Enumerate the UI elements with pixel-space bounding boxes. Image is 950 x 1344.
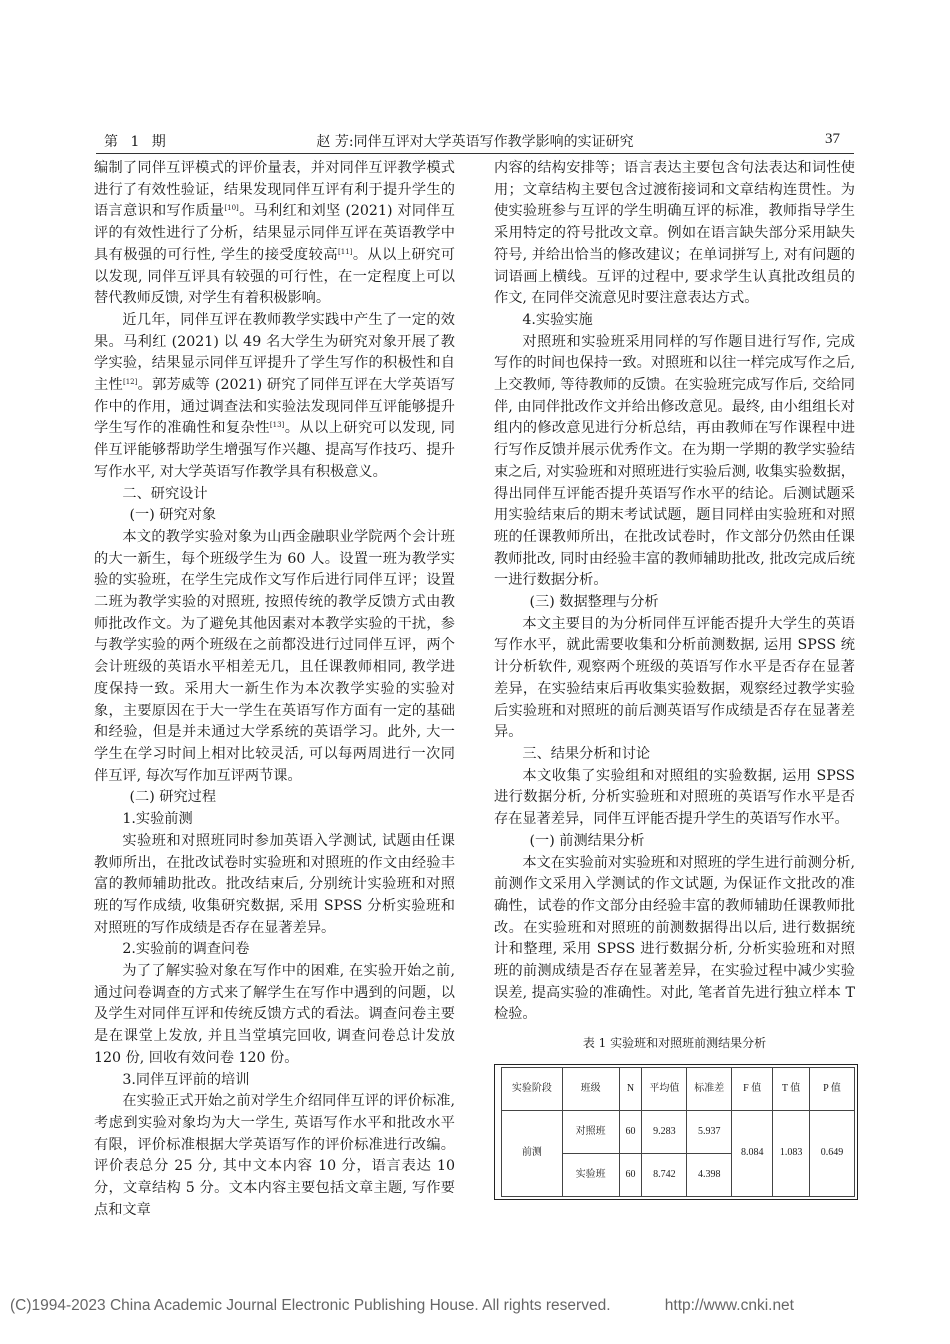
cell-sd: 4.398 — [687, 1153, 732, 1196]
citation-ref: [13] — [269, 421, 285, 430]
citation-ref: [10] — [224, 204, 239, 213]
text-run: 。郭芳威等 (2021) 研究了同伴互评在大学英语写作中的作用，通过调查法和实验法发现同伴互评能够提升学生写作的准确性和复杂性 — [94, 377, 455, 437]
results-table-frame — [494, 1064, 858, 1200]
text-run: 在实验正式开始之前对学生介绍同伴互评的评价标准, 考虑到实验对象均为大一学生, 英语写作水平和批改水平有限，评价标准根据大学英语写作的评价标准进行改编。评价表总分 25 分, 其中文本内容 10 分，语言表达 10 分，文章结构 5 分。文本内容主要包括文章主题, 写作要点和文章 — [94, 1093, 455, 1218]
body-paragraph — [94, 1091, 455, 1221]
section-heading: 4.实验实施 — [522, 311, 593, 328]
body-paragraph — [494, 614, 855, 744]
header-rule — [96, 153, 854, 154]
body-paragraph — [94, 310, 455, 484]
subsection-heading: (二) 研究过程 — [129, 789, 217, 806]
text-run: 。从以上研究可以发现, 同伴互评具有较强的可行性，在一定程度上可以替代教师反馈, 对学生有着积极影响。 — [94, 246, 455, 307]
table-row — [502, 1110, 855, 1153]
source-url: http://www.cnki.net — [664, 1297, 794, 1314]
cell-sd: 5.937 — [687, 1110, 732, 1153]
header-mean: 平均值 — [642, 1067, 687, 1110]
text-run: 本文收集了实验组和对照组的实验数据, 运用 SPSS 进行数据分析, 分析实验班和对照班的英语写作水平是否存在显著差异，同伴互评能否提升学生的英语写作水平。 — [494, 767, 855, 828]
text-run: 本文在实验前对实验班和对照班的学生进行前测分析, 前测作文采用入学测试的作文试题, 为保证作文批改的准确性，试卷的作文部分由经验丰富的教师辅助任课教师批改。在实验班和对照班的前测数据得出以后, 进行数据统计和整理, 采用 SPSS 进行数据分析, 分析实验班和对照班的前测成绩是否存在显著差异，在实验过程中减少实验误差, 提高实验的准确性。对此, 笔者首先进行独立样本 T 检验。 — [494, 854, 855, 1023]
citation-ref: [11] — [338, 247, 353, 256]
right-column-text — [494, 158, 855, 1026]
text-run: 本文主要目的为分析同伴互评能否提升大学生的英语写作水平，就此需要收集和分析前测数据, 运用 SPSS 统计分析软件, 观察两个班级的英语写作水平是否存在显著差异，在实验结束后再收集实验数据，观察经过教学实验后实验班和对照班的前后测英语写作成绩是否存在显著差异。 — [494, 615, 855, 741]
body-paragraph — [494, 766, 855, 831]
copyright-notice: (C)1994-2023 China Academic Journal Electronic Publishing House. All rights reserved. — [10, 1297, 611, 1314]
subsection-heading: (一) 前测结果分析 — [529, 832, 645, 849]
running-title: 赵 芳:同伴互评对大学英语写作教学影响的实证研究 — [316, 134, 634, 150]
header-stage: 实验阶段 — [502, 1067, 563, 1110]
section-heading: 1.实验前测 — [122, 811, 193, 828]
body-paragraph — [94, 831, 455, 940]
right-column — [494, 158, 855, 1208]
body-paragraph — [494, 158, 855, 310]
results-table — [501, 1067, 855, 1197]
text-run: 对照班和实验班采用同样的写作题目进行写作, 完成写作的时间也保持一致。对照班和以往一样完成写作之后, 上交教师, 等待教师的反馈。在实验班完成写作后, 交给同伴, 由同伴批改作文并给出修改意见。最终, 由小组组长对组内的修改意见进行分析总结，再由教师在写作课程中进行写作反馈并展示优秀作文。在为期一学期的教学实验结束之后, 对实验班和对照班进行实验后测, 收集实验数据，得出同伴互评能否提升英语写作水平的结论。后测试题采用实验结束后的期末考试试题，题目同样由实验班和对照班的任课教师所出，在批改试卷时，作文部分仍然由任课教师批改, 同时由经验丰富的教师辅助批改, 批改完成后统一进行数据分析。 — [494, 333, 855, 589]
section-heading: 二、研究设计 — [122, 485, 208, 502]
header-p: P 值 — [810, 1067, 855, 1110]
section-heading: 3.同伴互评前的培训 — [122, 1071, 250, 1088]
cell-f: 8.084 — [732, 1110, 773, 1196]
header-t: T 值 — [773, 1067, 810, 1110]
body-paragraph — [494, 853, 855, 1027]
text-run: 内容的结构安排等；语言表达主要包含句法表达和词性使用；文章结构主要包含过渡衔接词和文章结构连贯性。为使实验班参与互评的学生明确互评的标准，教师指导学生采用特定的符号批改文章。例如在语言缺失部分采用缺失符号, 并给出恰当的修改建议；在单词拼写上, 对有问题的词语画上横线。互评的过程中, 要求学生认真批改组员的作文, 在同伴交流意见时要注意表达方式。 — [494, 160, 855, 307]
cell-class: 实验班 — [562, 1153, 619, 1196]
text-run: 编制了同伴互评模式的评价量表，并对同伴互评教学模式进行了有效性验证，结果发现同伴互评有利于提升学生的语言意识和写作质量 — [94, 160, 455, 220]
text-run: 。从以上研究可以发现, 同伴互评能够帮助学生增强写作兴趣、提高写作技巧、提升写作水平, 对大学英语写作教学具有积极意义。 — [94, 420, 455, 480]
page-header — [96, 131, 854, 155]
text-run: 实验班和对照班同时参加英语入学测试, 试题由任课教师所出，在批改试卷时实验班和对照班的作文由经验丰富的教师辅助批改。批改结束后, 分别统计实验班和对照班的写作成绩, 收集研究数据, 采用 SPSS 分析实验班和对照班的写作成绩是否存在显著差异。 — [94, 832, 455, 936]
text-run: 近几年，同伴互评在教师教学实践中产生了一定的效果。马利红 (2021) 以 49 名大学生为研究对象开展了教学实验，结果显示同伴互评提升了学生写作的积极性和自主性 — [94, 311, 455, 394]
header-f: F 值 — [732, 1067, 773, 1110]
subsection-heading: (一) 研究对象 — [129, 507, 217, 524]
text-run: 为了了解实验对象在写作中的困难, 在实验开始之前, 通过问卷调查的方式来了解学生在写作中遇到的问题，以及学生对同伴互评和传统反馈方式的看法。调查问卷主要是在课堂上发放, 并且当堂填完回收, 调查问卷总计发放 120 份, 回收有效问卷 120 份。 — [94, 963, 455, 1066]
cell-t: 1.083 — [773, 1110, 810, 1196]
issue-label: 第 1 期 — [104, 134, 170, 150]
header-sd: 标准差 — [687, 1067, 732, 1110]
cell-class: 对照班 — [562, 1110, 619, 1153]
cell-stage: 前测 — [502, 1110, 563, 1196]
cell-n: 60 — [619, 1153, 642, 1196]
text-run: 。马利红和刘坚 (2021) 对同伴互评的有效性进行了分析，结果显示同伴互评在英语教学中具有极强的可行性, 学生的接受度较高 — [94, 203, 455, 263]
body-paragraph — [94, 158, 455, 310]
cell-p: 0.649 — [810, 1110, 855, 1196]
cell-mean: 9.283 — [642, 1110, 687, 1153]
section-heading: 2.实验前的调查问卷 — [122, 941, 250, 958]
body-paragraph — [94, 961, 455, 1070]
cell-n: 60 — [619, 1110, 642, 1153]
header-n: N — [619, 1067, 642, 1110]
table-caption: 表 1 实验班和对照班前测结果分析 — [582, 1036, 767, 1051]
cell-mean: 8.742 — [642, 1153, 687, 1196]
subsection-heading: (三) 数据整理与分析 — [529, 594, 659, 611]
section-heading: 三、结果分析和讨论 — [522, 745, 651, 762]
body-paragraph — [494, 332, 855, 592]
table-header-row — [502, 1067, 855, 1110]
header-class: 班级 — [562, 1067, 619, 1110]
page-footer — [10, 1297, 940, 1315]
text-run: 本文的教学实验对象为山西金融职业学院两个会计班的大一新生，每个班级学生为 60 人。设置一班为教学实验的实验班，在学生完成作文写作后进行同伴互评；设置二班为教学实验的对照班, 按照传统的教学反馈方式由教师批改作文。为了避免其他因素对本教学实验的干扰，参与教学实验的两个班级在之前都没进行过同伴互评，两个会计班级的英语水平相差无几，且任课教师相同, 教学进度保持一致。采用大一新生作为本次教学实验的实验对象，主要原因在于大一学生在英语写作方面有一定的基础和经验，但是并未通过大学系统的英语学习。此外, 大一学生在学习时间上相对比较灵活, 可以每两周进行一次同伴互评, 每次写作加互评两节课。 — [94, 528, 455, 784]
left-column — [94, 158, 455, 1221]
citation-ref: [12] — [122, 378, 138, 387]
page-number: 37 — [825, 131, 840, 147]
body-paragraph — [94, 527, 455, 787]
